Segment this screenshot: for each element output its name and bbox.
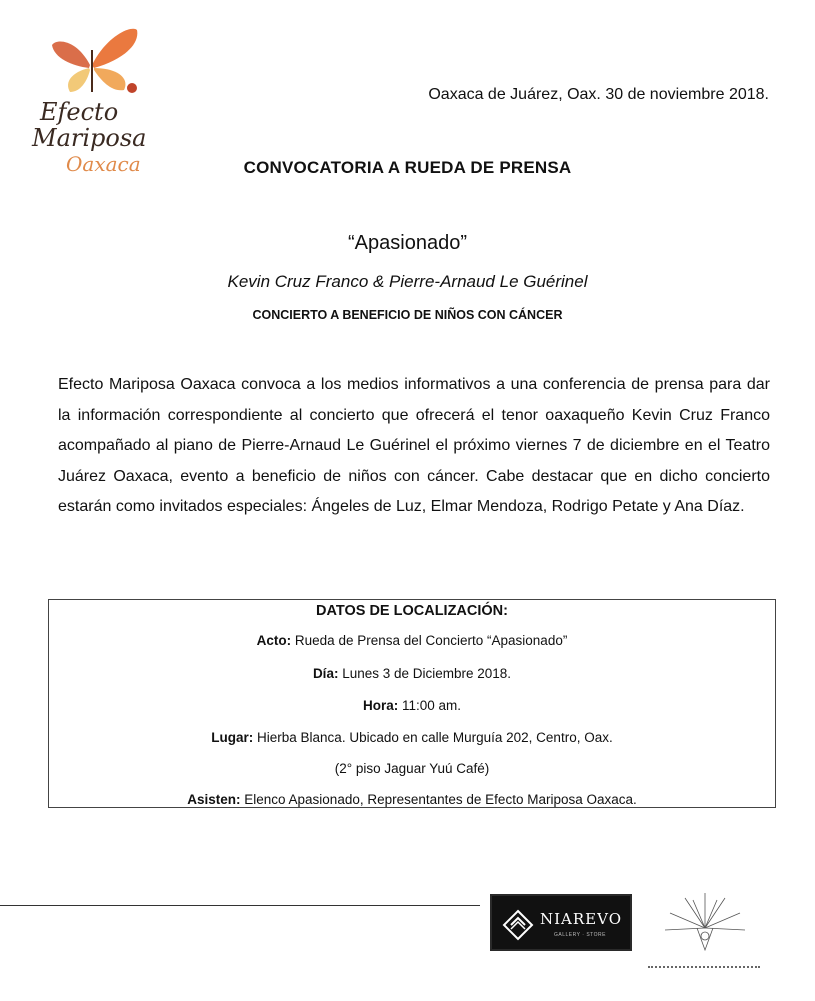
- location-row-acto: Acto: Rueda de Prensa del Concierto “Apasionado”: [256, 633, 568, 648]
- logo-word-mariposa: Mariposa: [32, 124, 147, 152]
- footer-divider: [0, 905, 480, 906]
- location-title: DATOS DE LOCALIZACIÓN:: [316, 603, 508, 619]
- sun-emblem-icon: [655, 888, 755, 968]
- logo-word-oaxaca: Oaxaca: [66, 152, 141, 176]
- logo-word-efecto: Efecto: [40, 98, 119, 126]
- niarevo-logo: [490, 894, 632, 951]
- location-row-dia: Día: Lunes 3 de Diciembre 2018.: [312, 666, 512, 681]
- show-title: “Apasionado”: [348, 232, 467, 254]
- niarevo-tagline: GALLERY · STORE: [554, 932, 606, 938]
- document-heading: CONVOCATORIA A RUEDA DE PRENSA: [243, 158, 572, 177]
- butterfly-icon: [12, 20, 167, 110]
- location-row-lugar: Lugar: Hierba Blanca. Ubicado en calle Murguía 202, Centro, Oax.: [211, 730, 613, 745]
- location-row-hora: Hora: 11:00 am.: [362, 698, 462, 713]
- location-row-asisten: Asisten: Elenco Apasionado, Representantes de Efecto Mariposa Oaxaca.: [187, 792, 637, 807]
- artists-line: Kevin Cruz Franco & Pierre-Arnaud Le Guérinel: [227, 272, 588, 291]
- body-paragraph: Efecto Mariposa Oaxaca convoca a los medios informativos a una conferencia de prensa para dar la información correspondiente al concierto que ofrecerá el tenor oaxaqueño Kevin Cruz Franco acompañado al piano de Pierre-Arnaud Le Guérinel el próximo viernes 7 de diciembre en el Teatro Juárez Oaxaca, evento a beneficio de niños con cáncer. Cabe destacar que en dicho concierto estarán como invitados especiales: Ángeles de Luz, Elmar Mendoza, Rodrigo Petate y Ana Díaz.: [58, 376, 770, 515]
- niarevo-name: NIAREVO: [540, 910, 622, 928]
- location-row-piso: (2° piso Jaguar Yuú Café): [334, 761, 490, 776]
- location-box: [48, 599, 776, 808]
- sun-emblem-caption: [648, 966, 760, 971]
- document-date: Oaxaca de Juárez, Oax. 30 de noviembre 2018.: [428, 86, 769, 103]
- concert-subtitle: CONCIERTO A BENEFICIO DE NIÑOS CON CÁNCER: [252, 308, 563, 322]
- niarevo-mark-icon: [502, 909, 534, 941]
